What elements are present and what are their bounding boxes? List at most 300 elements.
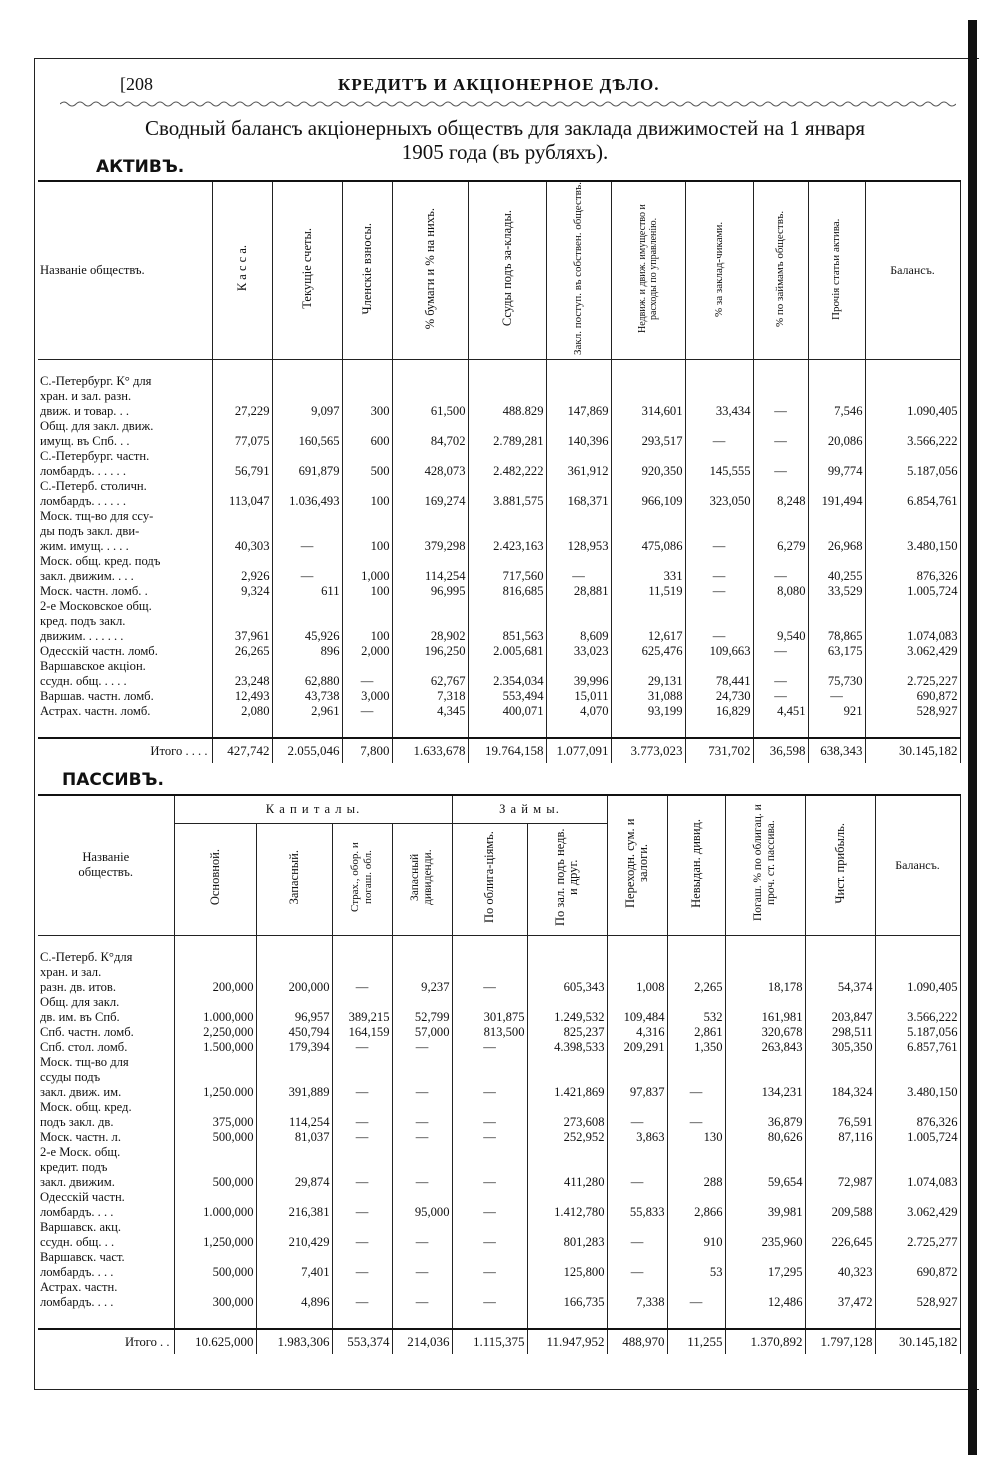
aktiv-total-cell: 1.633,678 — [392, 738, 468, 763]
passiv-row-name: Моск. общ. кред. — [38, 1100, 174, 1115]
passiv-cell: 12,486 — [725, 1295, 805, 1310]
aktiv-cell: 4,070 — [546, 704, 611, 719]
passiv-cell: 37,472 — [805, 1295, 875, 1310]
passiv-cell: 389,215 — [332, 1010, 392, 1025]
aktiv-cell: 20,086 — [808, 434, 865, 449]
aktiv-row-name: закл. движим. . . . — [38, 569, 212, 584]
aktiv-cell: 2.789,281 — [468, 434, 546, 449]
passiv-cell: 391,889 — [256, 1085, 332, 1100]
aktiv-cell: 33,434 — [685, 404, 753, 419]
aktiv-cell: 816,685 — [468, 584, 546, 599]
aktiv-col-prochie: Прочія статьи актива. — [808, 181, 865, 360]
aktiv-cell: 1.036,493 — [272, 494, 342, 509]
passiv-cell: 114,254 — [256, 1115, 332, 1130]
passiv-cell: 2,250,000 — [174, 1025, 256, 1040]
passiv-total-cell: 1.983,306 — [256, 1329, 332, 1354]
passiv-row-name: дв. им. въ Спб. — [38, 1010, 174, 1025]
passiv-table — [38, 794, 961, 1354]
aktiv-row-name: хран. и зал. разн. — [38, 389, 212, 404]
passiv-cell: 7,338 — [607, 1295, 667, 1310]
aktiv-cell: 600 — [342, 434, 392, 449]
aktiv-cell: 625,476 — [611, 644, 685, 659]
aktiv-total-cell: 1.077,091 — [546, 738, 611, 763]
passiv-cell: 2,861 — [667, 1025, 725, 1040]
passiv-cell: 273,608 — [527, 1115, 607, 1130]
passiv-cell: — — [452, 1040, 527, 1055]
passiv-cell: 55,833 — [607, 1205, 667, 1220]
passiv-cell: 134,231 — [725, 1085, 805, 1100]
aktiv-cell: 100 — [342, 494, 392, 509]
aktiv-cell: 191,494 — [808, 494, 865, 509]
aktiv-label: АКТИВЪ. — [96, 157, 185, 177]
table-row — [38, 419, 960, 434]
aktiv-cell: 61,500 — [392, 404, 468, 419]
aktiv-cell: 2.725,227 — [865, 674, 960, 689]
passiv-row-name: Варшавск. част. — [38, 1250, 174, 1265]
passiv-row-name: подъ закл. дв. — [38, 1115, 174, 1130]
aktiv-cell: 24,730 — [685, 689, 753, 704]
aktiv-cell: 2,000 — [342, 644, 392, 659]
aktiv-cell: 7,546 — [808, 404, 865, 419]
passiv-cell: 9,237 — [392, 980, 452, 995]
aktiv-total-cell: 19.764,158 — [468, 738, 546, 763]
aktiv-total-cell: 36,598 — [753, 738, 808, 763]
passiv-cell: 52,799 — [392, 1010, 452, 1025]
aktiv-cell: 400,071 — [468, 704, 546, 719]
aktiv-cell: 3.566,222 — [865, 434, 960, 449]
passiv-cell: — — [392, 1265, 452, 1280]
aktiv-cell: 428,073 — [392, 464, 468, 479]
table-row — [38, 464, 960, 479]
aktiv-cell: 12,493 — [212, 689, 272, 704]
passiv-cell: 500,000 — [174, 1130, 256, 1145]
passiv-cell: 3.566,222 — [875, 1010, 960, 1025]
passiv-cell: — — [607, 1115, 667, 1130]
aktiv-cell: 40,255 — [808, 569, 865, 584]
passiv-row-name: закл. движим. — [38, 1175, 174, 1190]
aktiv-cell: 100 — [342, 584, 392, 599]
table-row — [38, 1280, 960, 1295]
aktiv-cell: — — [753, 689, 808, 704]
aktiv-col-za-zaklad: % за заклад-чиками. — [685, 181, 753, 360]
passiv-cell: — — [607, 1235, 667, 1250]
passiv-cell: 1.005,724 — [875, 1130, 960, 1145]
table-row — [38, 434, 960, 449]
passiv-cell: 2,866 — [667, 1205, 725, 1220]
passiv-cell: 4,316 — [607, 1025, 667, 1040]
aktiv-row-name: Моск. общ. кред. подъ — [38, 554, 212, 569]
aktiv-cell: 43,738 — [272, 689, 342, 704]
aktiv-total-cell: 2.055,046 — [272, 738, 342, 763]
page-number: [208 — [120, 74, 153, 94]
passiv-cell: — — [452, 1115, 527, 1130]
aktiv-cell: 9,324 — [212, 584, 272, 599]
passiv-total-cell: 1.797,128 — [805, 1329, 875, 1354]
table-row — [38, 599, 960, 614]
passiv-cell: 3.062,429 — [875, 1205, 960, 1220]
aktiv-cell: 78,865 — [808, 629, 865, 644]
aktiv-row-name: С.-Петербург. частн. — [38, 449, 212, 464]
aktiv-cell: 93,199 — [611, 704, 685, 719]
aktiv-cell: 128,953 — [546, 539, 611, 554]
page-edge-bar — [968, 20, 977, 1455]
aktiv-row-name: Астрах. частн. ломб. — [38, 704, 212, 719]
aktiv-col-tekushchie: Текущіе счеты. — [272, 181, 342, 360]
passiv-total-cell: 11,255 — [667, 1329, 725, 1354]
aktiv-col-nedvizh: Недвиж. и движ. имущество и расходы по управленію. — [611, 181, 685, 360]
passiv-col-zapas-divid: Запасный дивиденди. — [392, 823, 452, 935]
passiv-cell: 29,874 — [256, 1175, 332, 1190]
passiv-row-name: кредит. подъ — [38, 1160, 174, 1175]
passiv-cell: 1.249,532 — [527, 1010, 607, 1025]
aktiv-cell: 28,902 — [392, 629, 468, 644]
passiv-cell: 54,374 — [805, 980, 875, 995]
passiv-row-name: ссуды подъ — [38, 1070, 174, 1085]
passiv-cell: 2.725,277 — [875, 1235, 960, 1250]
aktiv-cell: 2,080 — [212, 704, 272, 719]
aktiv-cell: 4,345 — [392, 704, 468, 719]
aktiv-cell: 691,879 — [272, 464, 342, 479]
aktiv-cell: 2.482,222 — [468, 464, 546, 479]
aktiv-cell: 7,318 — [392, 689, 468, 704]
passiv-row-name: Одесскій частн. — [38, 1190, 174, 1205]
table-row — [38, 554, 960, 569]
aktiv-cell: — — [753, 644, 808, 659]
aktiv-cell: — — [272, 569, 342, 584]
aktiv-col-balans: Балансъ. — [865, 181, 960, 360]
aktiv-cell: 63,175 — [808, 644, 865, 659]
table-row — [38, 1130, 960, 1145]
aktiv-cell: — — [342, 674, 392, 689]
table-row — [38, 494, 960, 509]
passiv-cell: 210,429 — [256, 1235, 332, 1250]
passiv-cell: 876,326 — [875, 1115, 960, 1130]
passiv-cell: 216,381 — [256, 1205, 332, 1220]
passiv-cell: — — [332, 1115, 392, 1130]
table-row — [38, 539, 960, 554]
aktiv-cell: 31,088 — [611, 689, 685, 704]
passiv-cell: — — [392, 1130, 452, 1145]
aktiv-cell: 15,011 — [546, 689, 611, 704]
aktiv-cell: — — [685, 539, 753, 554]
table-row — [38, 1115, 960, 1130]
passiv-cell: 36,879 — [725, 1115, 805, 1130]
table-row — [38, 950, 960, 965]
passiv-cell: — — [332, 1205, 392, 1220]
passiv-cell: — — [452, 980, 527, 995]
passiv-cell: 17,295 — [725, 1265, 805, 1280]
aktiv-row-name: Варшав. частн. ломб. — [38, 689, 212, 704]
passiv-cell: 39,981 — [725, 1205, 805, 1220]
passiv-row-name: Варшавск. акц. — [38, 1220, 174, 1235]
aktiv-cell: 37,961 — [212, 629, 272, 644]
table-row — [38, 584, 960, 599]
table-row — [38, 1250, 960, 1265]
aktiv-row-name: движ. и товар. . . — [38, 404, 212, 419]
aktiv-cell: 78,441 — [685, 674, 753, 689]
passiv-cell: 500,000 — [174, 1175, 256, 1190]
aktiv-cell: 500 — [342, 464, 392, 479]
aktiv-row-name: ды подъ закл. дви- — [38, 524, 212, 539]
aktiv-cell: 717,560 — [468, 569, 546, 584]
passiv-col-obligacii: По облига-ціямъ. — [452, 823, 527, 935]
passiv-cell: 95,000 — [392, 1205, 452, 1220]
aktiv-cell: 100 — [342, 629, 392, 644]
passiv-cell: — — [452, 1295, 527, 1310]
passiv-cell: — — [332, 1235, 392, 1250]
passiv-row-name: Общ. для закл. — [38, 995, 174, 1010]
passiv-cell: — — [392, 1175, 452, 1190]
aktiv-cell: 1,000 — [342, 569, 392, 584]
aktiv-cell: 896 — [272, 644, 342, 659]
passiv-cell: 1.000,000 — [174, 1205, 256, 1220]
passiv-cell: — — [667, 1085, 725, 1100]
passiv-cell: 166,735 — [527, 1295, 607, 1310]
aktiv-cell: — — [753, 404, 808, 419]
passiv-row-name: ссудн. общ. . . — [38, 1235, 174, 1250]
aktiv-cell: 114,254 — [392, 569, 468, 584]
passiv-row-name: Моск. частн. л. — [38, 1130, 174, 1145]
aktiv-cell: — — [685, 584, 753, 599]
table-row — [38, 374, 960, 389]
passiv-cell: 226,645 — [805, 1235, 875, 1250]
passiv-cell: 200,000 — [174, 980, 256, 995]
aktiv-cell: 75,730 — [808, 674, 865, 689]
aktiv-row-name: Моск. тщ-во для ссу- — [38, 509, 212, 524]
table-row — [38, 1145, 960, 1160]
aktiv-cell: 40,303 — [212, 539, 272, 554]
aktiv-cell: 3,000 — [342, 689, 392, 704]
passiv-cell: 235,960 — [725, 1235, 805, 1250]
table-row — [38, 524, 960, 539]
passiv-name-header: Названіе обществъ. — [38, 795, 174, 935]
aktiv-row-name: кред. подъ закл. — [38, 614, 212, 629]
aktiv-cell: 379,298 — [392, 539, 468, 554]
passiv-cell: — — [332, 1085, 392, 1100]
passiv-cell: 179,394 — [256, 1040, 332, 1055]
passiv-cell: 825,237 — [527, 1025, 607, 1040]
passiv-cell: 532 — [667, 1010, 725, 1025]
passiv-cell: 2,265 — [667, 980, 725, 995]
table-row — [38, 704, 960, 719]
aktiv-cell: — — [753, 674, 808, 689]
aktiv-row-name: жим. имущ. . . . . — [38, 539, 212, 554]
aktiv-table — [38, 180, 961, 763]
passiv-col-nevydan: Невыдан. дивид. — [667, 795, 725, 935]
aktiv-cell: 100 — [342, 539, 392, 554]
aktiv-col-ssudy: Ссуды подъ за-клады. — [468, 181, 546, 360]
aktiv-cell: 6,279 — [753, 539, 808, 554]
aktiv-row-name: С.-Петерб. столичн. — [38, 479, 212, 494]
aktiv-cell: 168,371 — [546, 494, 611, 509]
passiv-cell: 76,591 — [805, 1115, 875, 1130]
passiv-cell: 4,896 — [256, 1295, 332, 1310]
table-row — [38, 1160, 960, 1175]
aktiv-cell: 3.480,150 — [865, 539, 960, 554]
aktiv-cell: 39,996 — [546, 674, 611, 689]
passiv-cell: 605,343 — [527, 980, 607, 995]
passiv-cell: — — [332, 1130, 392, 1145]
aktiv-cell: 62,767 — [392, 674, 468, 689]
aktiv-cell: 9,097 — [272, 404, 342, 419]
aktiv-cell: 12,617 — [611, 629, 685, 644]
passiv-cell: 1.500,000 — [174, 1040, 256, 1055]
passiv-cell: 300,000 — [174, 1295, 256, 1310]
passiv-cell: — — [607, 1265, 667, 1280]
aktiv-cell: 611 — [272, 584, 342, 599]
passiv-cell: — — [452, 1235, 527, 1250]
passiv-row-name: Астрах. частн. — [38, 1280, 174, 1295]
aktiv-cell: — — [272, 539, 342, 554]
aktiv-row-name: С.-Петербург. К° для — [38, 374, 212, 389]
aktiv-cell: 28,881 — [546, 584, 611, 599]
aktiv-row-name: Варшавское акціон. — [38, 659, 212, 674]
passiv-cell: 125,800 — [527, 1265, 607, 1280]
passiv-cell: 18,178 — [725, 980, 805, 995]
aktiv-cell: 99,774 — [808, 464, 865, 479]
table-row — [38, 389, 960, 404]
aktiv-cell: 45,926 — [272, 629, 342, 644]
aktiv-cell: 361,912 — [546, 464, 611, 479]
table-row — [38, 1100, 960, 1115]
passiv-cell: 161,981 — [725, 1010, 805, 1025]
aktiv-cell: 1.005,724 — [865, 584, 960, 599]
aktiv-cell: — — [685, 434, 753, 449]
aktiv-cell: — — [685, 569, 753, 584]
table-row — [38, 689, 960, 704]
aktiv-total-cell: 731,702 — [685, 738, 753, 763]
passiv-cell: 3.480,150 — [875, 1085, 960, 1100]
passiv-cell: 209,588 — [805, 1205, 875, 1220]
passiv-cell: — — [332, 1040, 392, 1055]
passiv-col-osnovnoi: Основной. — [174, 823, 256, 935]
passiv-cell: 813,500 — [452, 1025, 527, 1040]
aktiv-cell: 23,248 — [212, 674, 272, 689]
passiv-cell: 1.421,869 — [527, 1085, 607, 1100]
aktiv-cell: 33,529 — [808, 584, 865, 599]
passiv-cell: — — [667, 1295, 725, 1310]
passiv-cell: 305,350 — [805, 1040, 875, 1055]
table-row — [38, 1025, 960, 1040]
aktiv-cell: 5.187,056 — [865, 464, 960, 479]
passiv-cell: 109,484 — [607, 1010, 667, 1025]
passiv-cell: — — [392, 1295, 452, 1310]
table-row — [38, 995, 960, 1010]
aktiv-cell: 145,555 — [685, 464, 753, 479]
passiv-cell: 81,037 — [256, 1130, 332, 1145]
passiv-row-name: хран. и зал. — [38, 965, 174, 980]
passiv-cell: 690,872 — [875, 1265, 960, 1280]
aktiv-row-name: имущ. въ Спб. . . — [38, 434, 212, 449]
aktiv-cell: 196,250 — [392, 644, 468, 659]
aktiv-cell: 77,075 — [212, 434, 272, 449]
passiv-cell: 209,291 — [607, 1040, 667, 1055]
passiv-cell: 263,843 — [725, 1040, 805, 1055]
aktiv-col-bumagi: % бумаги и % на нихъ. — [392, 181, 468, 360]
table-row — [38, 1055, 960, 1070]
aktiv-total-cell: 30.145,182 — [865, 738, 960, 763]
passiv-cell: — — [332, 1265, 392, 1280]
passiv-row-name: ломбардъ. . . . — [38, 1205, 174, 1220]
aktiv-col-zakl: Закл. поступ. въ собствен. обществъ. — [546, 181, 611, 360]
table-row — [38, 674, 960, 689]
passiv-cell: 375,000 — [174, 1115, 256, 1130]
passiv-cell: — — [452, 1175, 527, 1190]
passiv-label: ПАССИВЪ. — [62, 770, 164, 790]
passiv-total-label: Итого . . — [38, 1329, 174, 1354]
passiv-row-name: ломбардъ. . . . — [38, 1295, 174, 1310]
aktiv-cell: 851,563 — [468, 629, 546, 644]
aktiv-cell: 2.005,681 — [468, 644, 546, 659]
passiv-row-name: закл. движ. им. — [38, 1085, 174, 1100]
passiv-cell: 1.000,000 — [174, 1010, 256, 1025]
aktiv-row-name: ломбардъ. . . . . . — [38, 464, 212, 479]
table-row — [38, 1010, 960, 1025]
aktiv-cell: 314,601 — [611, 404, 685, 419]
passiv-total-cell: 214,036 — [392, 1329, 452, 1354]
aktiv-total-cell: 427,742 — [212, 738, 272, 763]
aktiv-cell: 2.423,163 — [468, 539, 546, 554]
aktiv-row-name: ломбардъ. . . . . . — [38, 494, 212, 509]
table-row — [38, 509, 960, 524]
aktiv-cell: 2.354,034 — [468, 674, 546, 689]
passiv-cell: 252,952 — [527, 1130, 607, 1145]
passiv-row-name: 2-е Моск. общ. — [38, 1145, 174, 1160]
aktiv-cell: 293,517 — [611, 434, 685, 449]
aktiv-col-chlenskie: Членскіе взносы. — [342, 181, 392, 360]
aktiv-cell: 300 — [342, 404, 392, 419]
passiv-cell: 72,987 — [805, 1175, 875, 1190]
passiv-cell: 3,863 — [607, 1130, 667, 1145]
passiv-cell: 97,837 — [607, 1085, 667, 1100]
aktiv-cell: 26,265 — [212, 644, 272, 659]
passiv-cell: 450,794 — [256, 1025, 332, 1040]
passiv-row-name: разн. дв. итов. — [38, 980, 174, 995]
passiv-total-cell: 488,970 — [607, 1329, 667, 1354]
passiv-col-balans: Балансъ. — [875, 795, 960, 935]
aktiv-cell: 3.062,429 — [865, 644, 960, 659]
aktiv-cell: 920,350 — [611, 464, 685, 479]
passiv-cell: — — [452, 1265, 527, 1280]
passiv-cell: 40,323 — [805, 1265, 875, 1280]
passiv-total-row — [38, 1329, 960, 1354]
passiv-cell: 164,159 — [332, 1025, 392, 1040]
passiv-col-zapasnyi: Запасный. — [256, 823, 332, 935]
aktiv-cell: 26,968 — [808, 539, 865, 554]
aktiv-cell: 109,663 — [685, 644, 753, 659]
aktiv-total-row — [38, 738, 960, 763]
aktiv-cell: 3.881,575 — [468, 494, 546, 509]
aktiv-cell: 475,086 — [611, 539, 685, 554]
table-row — [38, 1040, 960, 1055]
aktiv-cell: — — [342, 704, 392, 719]
table-row — [38, 614, 960, 629]
aktiv-cell: 62,880 — [272, 674, 342, 689]
passiv-cell: 910 — [667, 1235, 725, 1250]
passiv-row-name: ломбардъ. . . . — [38, 1265, 174, 1280]
table-row — [38, 644, 960, 659]
aktiv-row-name: Общ. для закл. движ. — [38, 419, 212, 434]
passiv-cell: 801,283 — [527, 1235, 607, 1250]
aktiv-cell: 160,565 — [272, 434, 342, 449]
passiv-cell: 1,250,000 — [174, 1235, 256, 1250]
aktiv-cell: 876,326 — [865, 569, 960, 584]
table-row — [38, 1190, 960, 1205]
passiv-cell: 288 — [667, 1175, 725, 1190]
table-row — [38, 569, 960, 584]
passiv-cell: 1.074,083 — [875, 1175, 960, 1190]
passiv-row-name: Моск. тщ-во для — [38, 1055, 174, 1070]
